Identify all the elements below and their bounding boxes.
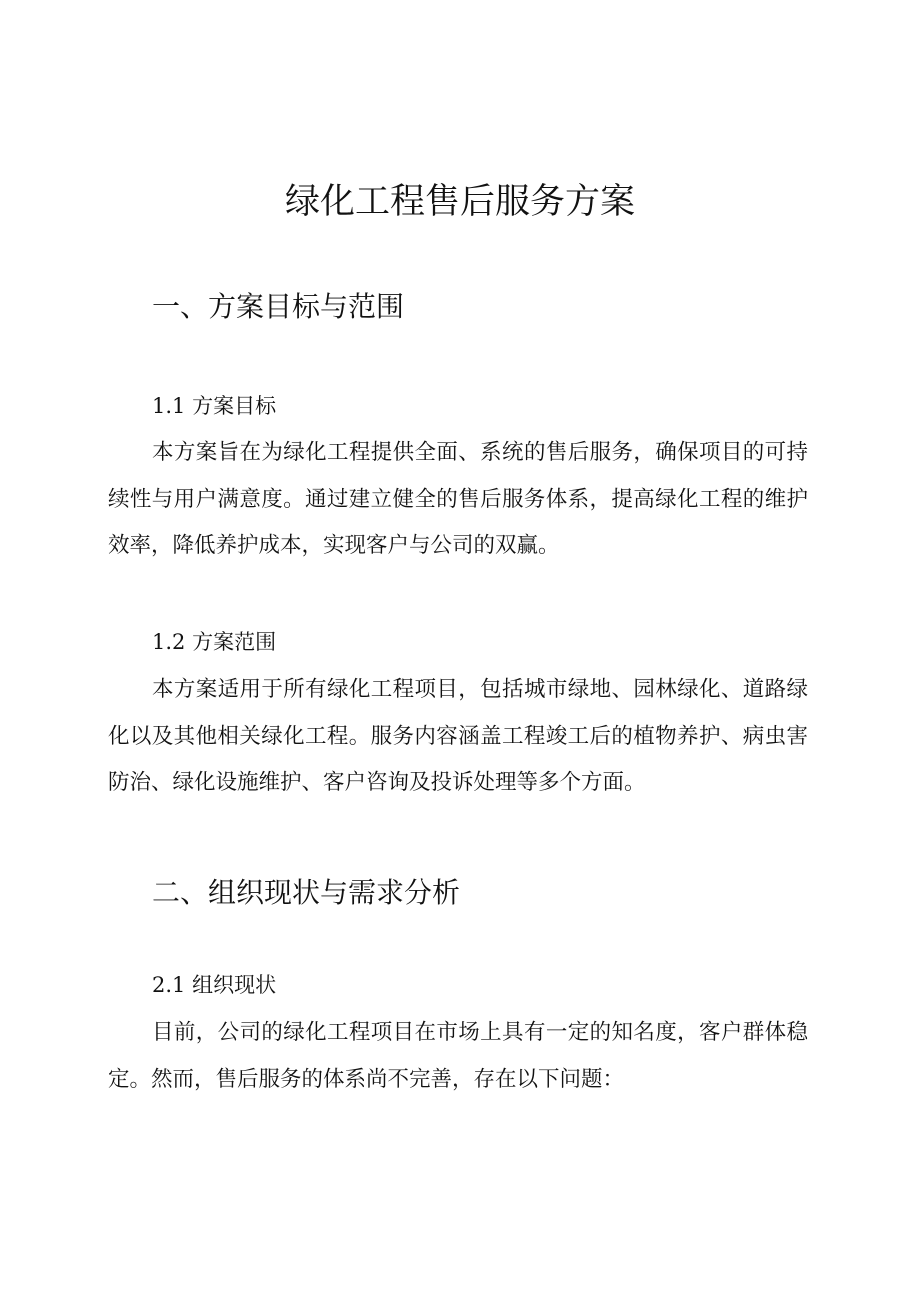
section-2-heading: 二、组织现状与需求分析 [152, 876, 461, 909]
subsection-2-1-heading: 2.1 组织现状 [152, 973, 277, 997]
section-1-heading: 一、方案目标与范围 [152, 290, 405, 323]
subsection-1-2-heading: 1.2 方案范围 [152, 630, 277, 654]
document-title: 绿化工程售后服务方案 [284, 182, 635, 222]
subsection-1-1-heading: 1.1 方案目标 [152, 394, 277, 418]
subsection-1-2-paragraph: 本方案适用于所有绿化工程项目，包括城市绿地、园林绿化、道路绿化以及其他相关绿化工程。服务内容涵盖工程竣工后的植物养护、病虫害防治、绿化设施维护、客户咨询及投诉处理等多个方面。 [108, 677, 808, 795]
subsection-2-1-paragraph: 目前，公司的绿化工程项目在市场上具有一定的知名度，客户群体稳定。然而，售后服务的体系尚不完善，存在以下问题： [108, 1020, 808, 1092]
subsection-1-1-paragraph: 本方案旨在为绿化工程提供全面、系统的售后服务，确保项目的可持续性与用户满意度。通过建立健全的售后服务体系，提高绿化工程的维护效率，降低养护成本，实现客户与公司的双赢。 [108, 440, 808, 558]
